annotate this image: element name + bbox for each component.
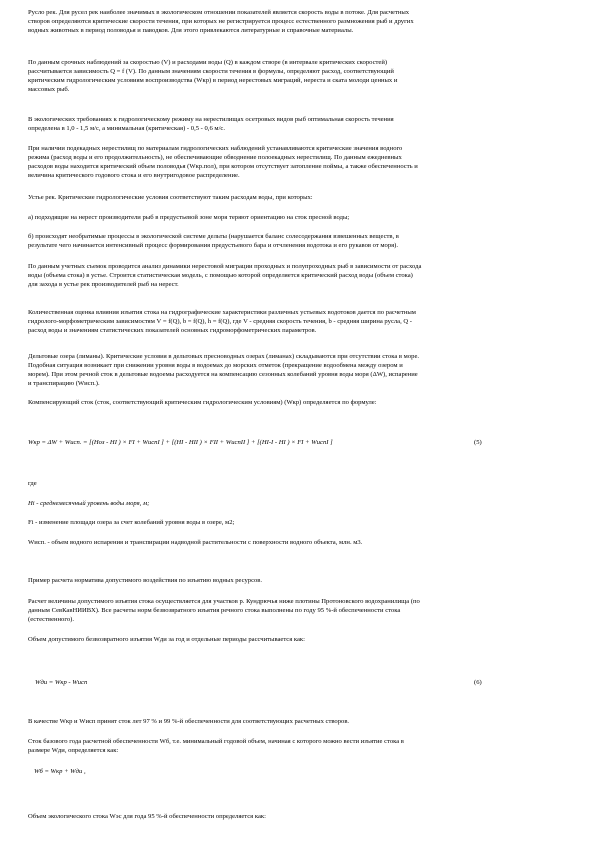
formula-5-number: (5) bbox=[474, 439, 482, 446]
paragraph-quantitative-assessment: Количественная оценка влияния изъятия стока на гидрографические характеристики различных устьевых водотоков дается по расчетным гидролого-морфометрическим зависимостям V = f(Q), b = f(Q), h = f(Q), где V - средняя скорость течения, b - средняя ширина русла, Q - расход воды и значениям статистических показателей основных гидроморфометрических параметров. bbox=[28, 309, 416, 334]
formula-6-number: (6) bbox=[474, 679, 482, 686]
section-heading-example: Пример расчета норматива допустимого воздействия по изъятию водных ресурсов. bbox=[28, 577, 263, 584]
paragraph-compensating-flow: Компенсирующий сток (сток, соответствующий критическим гидрологическим условиям) (Wкр) определяется по формуле: bbox=[28, 399, 377, 406]
formula-7: Wб = Wкр + Wди , bbox=[34, 768, 86, 775]
paragraph-delta-lakes: Дельтовые озера (лиманы). Критические условия в дельтовых пресноводных озерах (лиманах) складываются при отсутствии стока в море. Подобная ситуация возникает при снижении уровня воды в водоемах до морских отметок (прекращение водообмена между озером и морем). При этом речной сток в дельтовые водоемы расходуется на компенсацию сезонных колебаний уровня воды моря (ΔW), испарение и транспирацию (Wисп.). bbox=[28, 353, 420, 387]
paragraph-river-bed: Русло рек. Для русел рек наиболее значимых в экологическом отношении показателей является скорость воды в потоке. Для расчетных створов определяются критические скорости течения, при которых не регистрируется процесс естественного размножения рыб и других водных животных в период половодья и паводков. Для этого привлекаются литературные и справочные материалы. bbox=[28, 9, 414, 34]
formula-6: Wди = Wкр - Wисп bbox=[35, 679, 88, 686]
paragraph-spawning-grounds: При наличии подекадных нерестилищ по материалам гидрологических наблюдений устанавливаются критические значения водного режима (расход воды и его продолжительность), не обеспечивающие обводнение полоекадных нерестилищ. По данным ежедневных расходов воды находится критический объем половодья (Wкр.пол), при котором отсутствует затопление поймы, а также обеспеченность и величина критического годового стока и его внутригодовое распределение. bbox=[28, 145, 418, 179]
paragraph-base-year: Сток базового года расчетной обеспеченности Wб, т.е. минимальный годовой объем, начиная с которого можно вести изъятие стока в размере Wди, определяется как: bbox=[28, 738, 404, 754]
paragraph-calculation: Расчет величины допустимого изъятия стока осуществляется для участков р. Кундрючья ниже плотины Протоновского водохранилища (по данным СевКавНИИВХ). Все расчеты норм безвозвратного изъятия речного стока выполнены по году 95 %-й обеспеченности стока (естественного). bbox=[28, 598, 420, 623]
where-label: где bbox=[28, 480, 37, 487]
paragraph-permissible-withdrawal: Объем допустимого безвозвратного изъятия Wди за год и отдельные периоды рассчитывается как: bbox=[28, 636, 305, 643]
paragraph-ecological-flow: Объем экологического стока Wэс для года 95 %-й обеспеченности определяется как: bbox=[28, 813, 266, 820]
list-item-a: а) подходящие на нерест производители рыб в предустьевой зоне моря теряют ориентацию на сток пресной воды; bbox=[28, 214, 350, 221]
definition-wisp: Wисп. - объем водного испарения и транспирации надводной растительности с поверхности водного объекта, млн. м3. bbox=[28, 539, 363, 546]
formula-5: Wкр = ΔW + Wисп. = [(Hоз - HI ) × FI + WиспI ] + [(HI - HII ) × FII + WиспII ] + [(HI-I - HI ) × FI + WиспI ] bbox=[28, 439, 333, 446]
definition-fi: Fi - изменение площади озера за счет колебаний уровня воды в озере, м2; bbox=[28, 519, 235, 526]
paragraph-velocity-discharge: По данным срочных наблюдений за скоростью (V) и расходами воды (Q) в каждом створе (в интервале критических скоростей) рассчитывается зависимость Q = f (V). По данным значениям скорости течения в формулы, определяют расход, соответствующий критическим гидрологическим условиям воспроизводства (Wкр) в период нерестовых миграций, нереста и ската молоди ценных и массовых рыб. bbox=[28, 59, 398, 93]
list-item-b: б) происходят необратимые процессы в экологической системе дельты (нарушается баланс солесодержания взвешенных веществ, в результате чего начинается интенсивный процесс формирования предустьевого бара и отчленения водотока и его рукавов от моря). bbox=[28, 233, 399, 249]
definition-hi: Hi - среднемесячный уровень воды моря, м; bbox=[28, 500, 150, 507]
paragraph-sturgeon-velocity: В экологических требованиях к гидрологическому режиму на нерестилищах осетровых видов рыб оптимальная скорость течения определена в 1,0 - 1,5 м/с, а минимальная (критическая) - 0,5 - 0,6 м/с. bbox=[28, 116, 394, 132]
paragraph-migration-analysis: По данным учетных съемок проводится анализ динамики нерестовой миграции проходных и полупроходных рыб в зависимости от расхода воды (объема стока) в устье. Строится статистическая модель, с помощью которой определяется критический расход воды (объем стока) для захода в устье рек производителей рыб на нерест. bbox=[28, 263, 422, 288]
paragraph-accepted-flow: В качестве Wкр и Wисп принят сток лет 97 % и 99 %-й обеспеченности для соответствующих расчетных створов. bbox=[28, 718, 350, 725]
paragraph-river-mouth: Устье рек. Критические гидрологические условия соответствуют таким расходам воды, при которых: bbox=[28, 194, 313, 201]
